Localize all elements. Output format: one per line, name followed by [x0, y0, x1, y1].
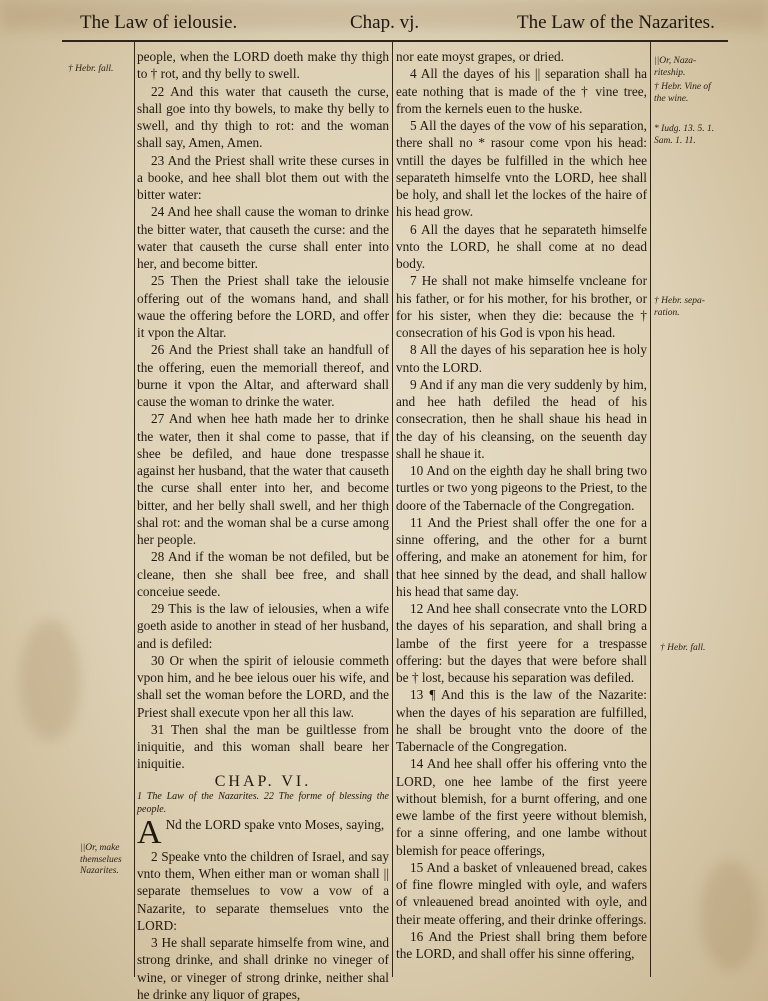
margin-note-hebr-fall-2: † Hebr. fall. — [660, 643, 706, 653]
verse-21-end: people, when the LORD doeth make thy thigh to † rot, and thy belly to swell. — [137, 49, 389, 82]
drop-cap: A — [137, 813, 162, 851]
verse-27: 27 And when hee hath made her to drinke the water, then it shal come to passe, that if shee be defiled, and haue done trespasse against her husband, that the water that causeth the curse shall enter into her, and become bitter, and her belly shall swell, and her thigh shal rot: and the woman shal be a curse among her people. — [137, 411, 389, 547]
margin-note-hebr-vine: † Hebr. Vine of the wine. — [654, 82, 711, 104]
verse-25: 25 Then the Priest shall take the ielousie offering out of the womans hand, and shall waue the offering before the LORD, and offer it vpon the Altar. — [137, 273, 389, 340]
left-text-column — [137, 48, 389, 1001]
verse-15: 15 And a basket of vnleauened bread, cakes of fine flowre mingled with oyle, and wafers of vnleauened bread anointed with oyle, and their meate offering, and their drinke offerings. — [396, 859, 647, 927]
verse-11: 11 And the Priest shall offer the one for a sinne offering, and the other for a burnt offering, and make an atonement for him, for that hee sinned by the dead, and shall hallow his head that same day. — [396, 514, 647, 599]
verse-8: 8 All the dayes of his separation hee is holy vnto the LORD. — [396, 342, 647, 375]
top-rule — [62, 40, 728, 42]
verse-6: 6 All the dayes that he separateth himselfe vnto the LORD, he shall come at no dead body. — [396, 221, 647, 271]
verse-2: 2 Speake vnto the children of Israel, and say vnto them, When either man or woman shall || separate themselues to vow a vow of a Nazarite, to separate themselues vnto the LORD: — [137, 848, 389, 933]
verse-5: 5 All the dayes of the vow of his separation, there shall no * rasour come vpon his head: vntill the dayes be fulfilled in the which hee separateth himselfe vnto the LORD, hee shall be holy, and shall let the lockes of the haire of his head grow. — [396, 118, 647, 220]
margin-note-hebr-fall: † Hebr. fall. — [68, 64, 114, 74]
chapter-summary: 1 The Law of the Nazarites. 22 The forme of blessing the people. — [137, 790, 389, 815]
right-text-column — [396, 48, 647, 962]
left-margin-rule — [134, 42, 135, 977]
verse-4: 4 All the dayes of his || separation shall ha eate nothing that is made of the † vine tree, from the kernels euen to the huske. — [396, 66, 647, 116]
verse-13: 13 ¶ And this is the law of the Nazarite: when the dayes of his separation are fulfilled, he shall be brought vnto the doore of the Tabernacle of the Congregation. — [396, 687, 647, 754]
chapter-title: CHAP. VI. — [214, 772, 312, 790]
verse-24: 24 And hee shall cause the woman to drinke the bitter water, that causeth the curse: and the water that causeth the curse shall enter into her, and become bitter. — [137, 204, 389, 271]
verse-1 — [137, 813, 389, 851]
verse-31: 31 Then shal the man be guiltlesse from iniquitie, and this woman shall beare her iniquitie. — [137, 721, 389, 772]
running-head-right: The Law of the Nazarites. — [517, 12, 715, 33]
verse-29: 29 This is the law of ielousies, when a wife goeth aside to another in stead of her husband, and is defiled: — [137, 601, 389, 651]
verse-3-end: nor eate moyst grapes, or dried. — [396, 49, 565, 64]
verse-12: 12 And hee shall consecrate vnto the LORD the dayes of his separation, and shall bring a lambe of the first yeere for a trespasse offering: but the dayes that were before shall be † lost, because his separation was defiled. — [396, 601, 647, 685]
verse-28: 28 And if the woman be not defiled, but be cleane, then she shall bee free, and shall conceiue seede. — [137, 549, 389, 599]
margin-note-or-make: ||Or, make themselues Nazarites. — [80, 843, 122, 876]
verse-22: 22 And this water that causeth the curse, shall goe into thy bowels, to make thy belly to swell, and thy thigh to rot: and the woman shall say, Amen, Amen. — [137, 83, 389, 151]
verse-1-text: Nd the LORD spake vnto Moses, saying, — [165, 816, 385, 832]
verse-9: 9 And if any man die very suddenly by him, and hee hath defiled the head of his consecration, then he shall shaue his head in the day of his cleansing, on the seuenth day shall he shaue it. — [396, 376, 647, 461]
verse-3: 3 He shall separate himselfe from wine, and strong drinke, and shall drinke no vineger of wine, or vineger of strong drinke, neither shal he drinke any liquor of grapes, — [137, 935, 389, 1001]
verse-23: 23 And the Priest shall write these curses in a booke, and hee shall blot them out with the bitter water: — [137, 152, 389, 202]
running-head-center: Chap. vj. — [350, 12, 420, 33]
verse-7: 7 He shall not make himselfe vncleane for his father, or for his mother, for his brother, or for his sister, when they die: because the † consecration of his God is vpon his head. — [396, 273, 647, 340]
verse-14: 14 And hee shall offer his offering vnto the LORD, one hee lambe of the first yeere without blemish, for a burnt offering, and one ewe lambe of the first yeere without blemish, for a sinne offering, and one lambe without blemish for peace offerings, — [396, 756, 647, 858]
verse-10: 10 And on the eighth day he shall bring two turtles or two yong pigeons to the Priest, to the doore of the Tabernacle of the Congregation. — [396, 463, 647, 513]
verse-30: 30 Or when the spirit of ielousie commeth vpon him, and he bee ielous ouer his wife, and shall set the woman before the LORD, and the Priest shall execute vpon her all this law. — [137, 652, 389, 720]
running-head-left: The Law of ielousie. — [80, 12, 238, 33]
margin-note-hebr-separation: † Hebr. sepa-ration. — [654, 296, 705, 318]
margin-note-judg: * Iudg. 13. 5. 1. Sam. 1. 11. — [654, 124, 715, 146]
verse-16: 16 And the Priest shall bring them before the LORD, and shall offer his sinne offering, — [396, 928, 647, 961]
verse-26: 26 And the Priest shall take an handfull of the offering, euen the memoriall thereof, and burne it vpon the Altar, and afterward shall cause the woman to drinke the water. — [137, 342, 389, 409]
right-margin-rule — [650, 42, 651, 977]
column-divider-rule — [392, 42, 393, 977]
margin-note-nazariteship: ||Or, Naza-riteship. — [654, 56, 697, 78]
